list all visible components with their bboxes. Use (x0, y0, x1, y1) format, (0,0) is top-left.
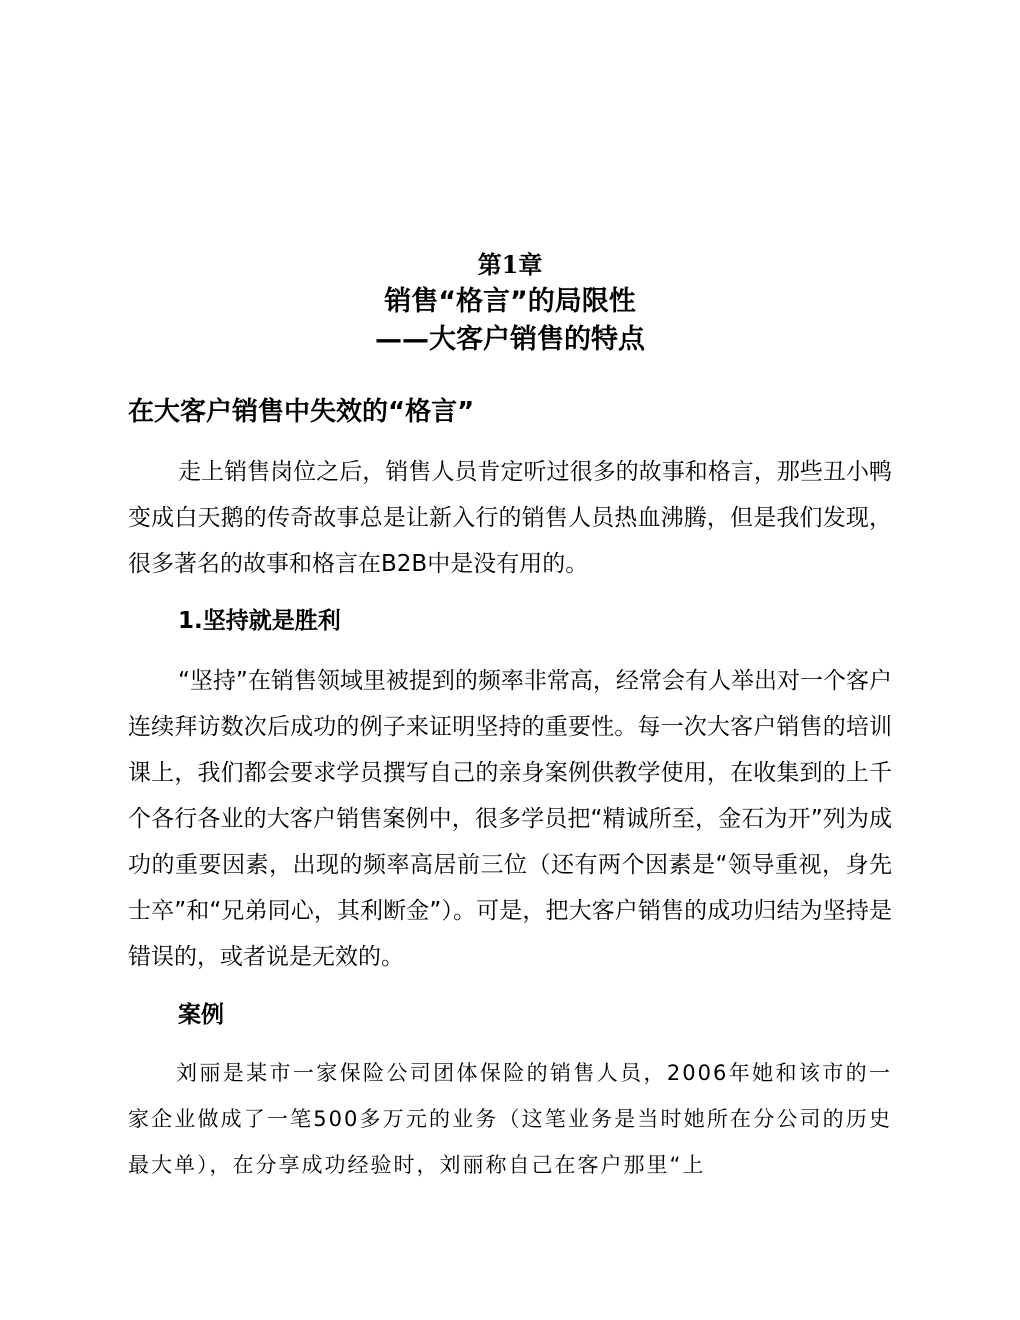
chapter-title-line-1: 销售“格言”的局限性 (384, 286, 636, 317)
case-heading: 案例 (178, 1002, 224, 1028)
intro-paragraph: 走上销售岗位之后，销售人员肯定听过很多的故事和格言，那些丑小鸭变成白天鹅的传奇故事总是让新入行的销售人员热血沸腾，但是我们发现，很多著名的故事和格言在B2B中是没有用的。 (128, 459, 892, 577)
chapter-heading (0, 247, 1020, 359)
subsection-heading: 1.坚持就是胜利 (178, 608, 341, 634)
section-title: 在大客户销售中失效的“格言” (128, 397, 475, 427)
chapter-number: 第1章 (477, 250, 543, 279)
chapter-title-line-2: ——大客户销售的特点 (375, 324, 645, 355)
case-paragraph: 刘丽是某市一家保险公司团体保险的销售人员，2006年她和该市的一家企业做成了一笔500多万元的业务（这笔业务是当时她所在分公司的历史最大单），在分享成功经验时，刘丽称自己在客户那里“上 (128, 1061, 892, 1177)
subsection-paragraph: “坚持”在销售领域里被提到的频率非常高，经常会有人举出对一个客户连续拜访数次后成功的例子来证明坚持的重要性。每一次大客户销售的培训课上，我们都会要求学员撰写自己的亲身案例供教学使用，在收集到的上千个各行各业的大客户销售案例中，很多学员把“精诚所至，金石为开”列为成功的重要因素，出现的频率高居前三位（还有两个因素是“领导重视，身先士卒”和“兄弟同心，其利断金”）。可是，把大客户销售的成功归结为坚持是错误的，或者说是无效的。 (128, 668, 892, 970)
